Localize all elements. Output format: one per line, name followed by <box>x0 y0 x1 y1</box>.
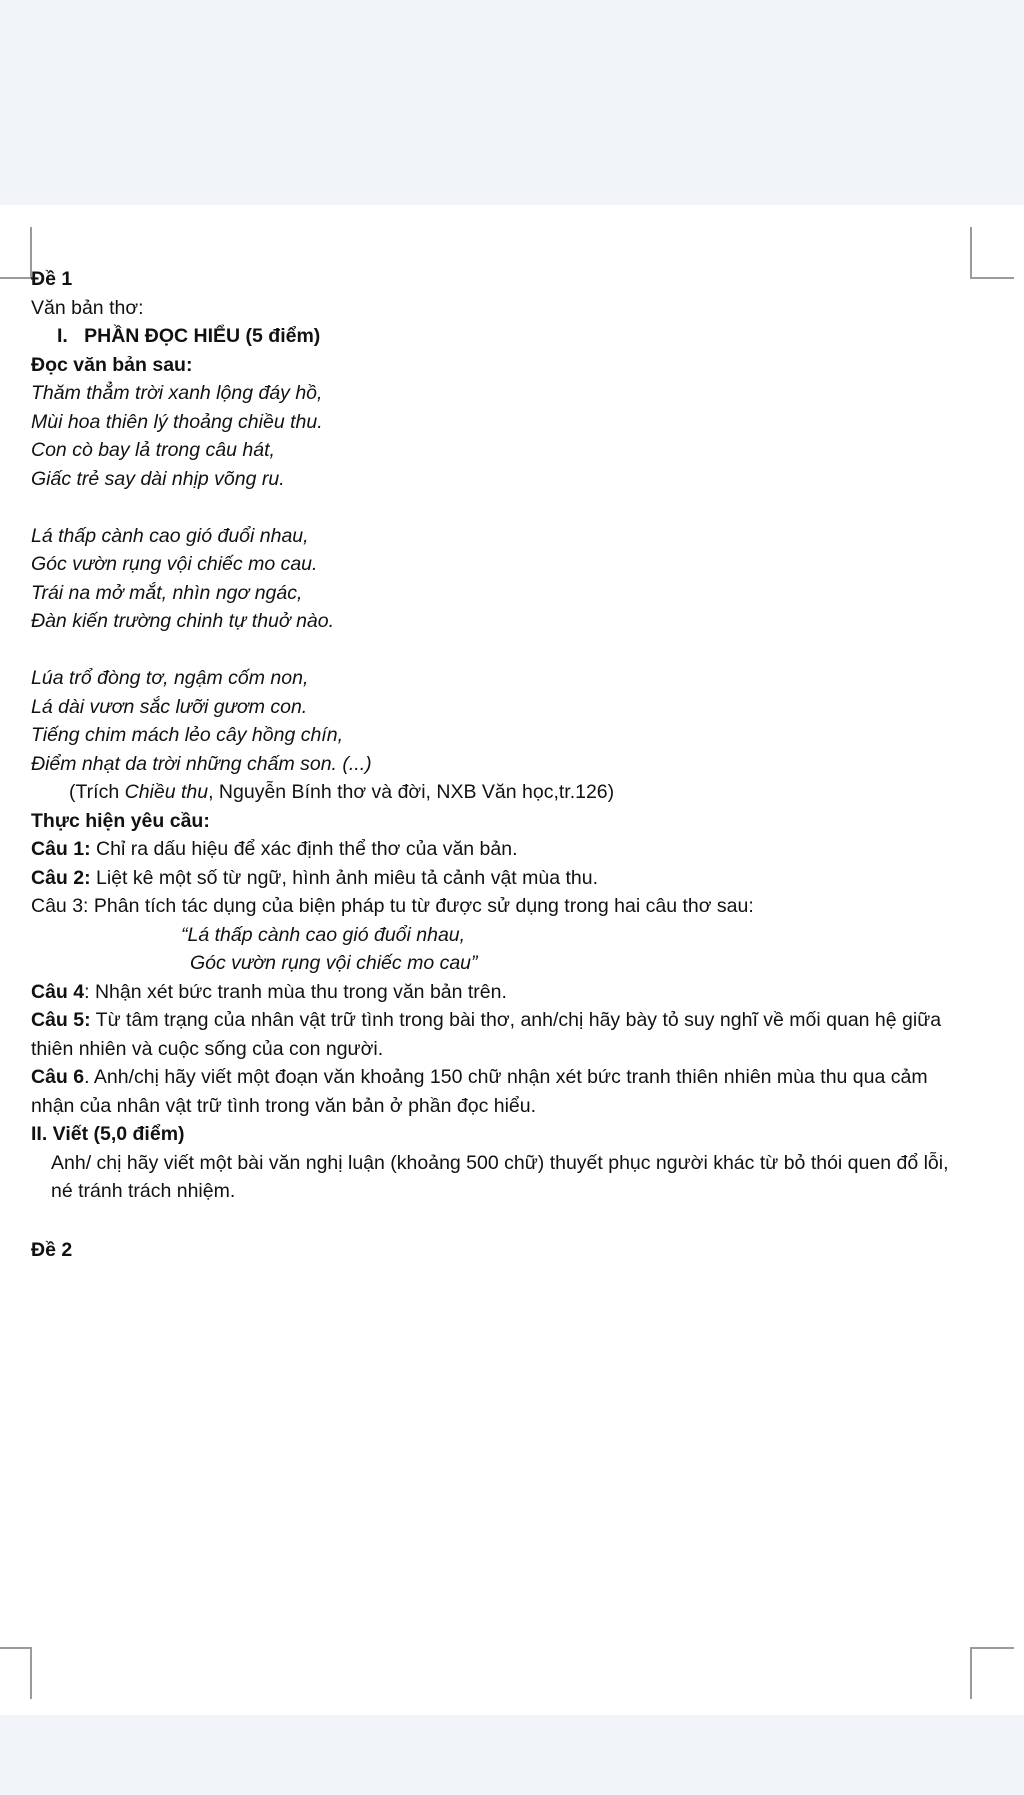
section-1-heading <box>31 322 951 351</box>
source-work: Chiều thu <box>124 781 209 803</box>
document-body <box>31 265 951 1264</box>
quote-line: Góc vườn rụng vội chiếc mo cau” <box>190 952 478 974</box>
question-label: Câu 6 <box>31 1066 85 1088</box>
poem-line: Điểm nhạt da trời những chấm son. (...) <box>31 752 372 775</box>
exam-heading-1: Đề 1 <box>31 268 73 290</box>
section-1-number: I. <box>57 325 68 347</box>
section-2-prompt: Anh/ chị hãy viết một bài văn nghị luận (khoảng 500 chữ) thuyết phục người khác từ bỏ thói quen đổ lỗi, né tránh trách nhiệm. <box>51 1151 949 1202</box>
poem-line: Giấc trẻ say dài nhịp võng ru. <box>31 467 285 490</box>
poem-line: Trái na mở mắt, nhìn ngơ ngác, <box>31 581 303 604</box>
source-prefix: (Trích <box>69 781 125 803</box>
crop-mark-top-left <box>0 227 32 279</box>
crop-mark-top-right <box>970 227 1014 279</box>
question-text: Chỉ ra dấu hiệu để xác định thể thơ của văn bản. <box>90 838 518 860</box>
question-label: Câu 2: <box>31 866 91 889</box>
question-3: Câu 3: Phân tích tác dụng của biện pháp tu từ được sử dụng trong hai câu thơ sau: <box>31 895 754 917</box>
question-label: Câu 5: <box>31 1009 91 1031</box>
question-label: Câu 4 <box>31 980 85 1003</box>
question-text: Liệt kê một số từ ngữ, hình ảnh miêu tả cảnh vật mùa thu. <box>90 866 598 889</box>
poem-line: Con cò bay lả trong câu hát, <box>31 439 275 461</box>
question-6 <box>31 1063 951 1120</box>
exam-heading-2: Đề 2 <box>31 1238 73 1261</box>
quote-line: “Lá thấp cành cao gió đuổi nhau, <box>181 923 466 946</box>
section-2-heading: II. Viết (5,0 điểm) <box>31 1123 185 1145</box>
read-prompt: Đọc văn bản sau: <box>31 353 193 376</box>
question-1 <box>31 835 951 864</box>
question-5 <box>31 1006 951 1063</box>
poem-line: Tiếng chim mách lẻo cây hồng chín, <box>31 724 343 746</box>
spacer <box>31 1206 951 1236</box>
question-2 <box>31 864 951 893</box>
poem-line: Góc vườn rụng vội chiếc mo cau. <box>31 553 318 575</box>
subheading: Văn bản thơ: <box>31 296 144 319</box>
question-label: Câu 1: <box>31 838 91 860</box>
poem-line: Lá thấp cành cao gió đuổi nhau, <box>31 524 309 547</box>
question-text: : Nhận xét bức tranh mùa thu trong văn bản trên. <box>84 980 507 1003</box>
question-text: Từ tâm trạng của nhân vật trữ tình trong bài thơ, anh/chị hãy bày tỏ suy nghĩ về mối quan hệ giữa thiên nhiên và cuộc sống của con người. <box>31 1009 942 1060</box>
poem-line: Đàn kiến trường chinh tự thuở nào. <box>31 610 335 632</box>
crop-mark-bottom-left <box>0 1647 32 1699</box>
poem-line: Mùi hoa thiên lý thoảng chiều thu. <box>31 410 323 433</box>
question-text: . Anh/chị hãy viết một đoạn văn khoảng 150 chữ nhận xét bức tranh thiên nhiên mùa thu qua cảm nhận của nhân vật trữ tình trong văn bản ở phần đọc hiểu. <box>31 1066 928 1117</box>
section-1-title: PHẦN ĐỌC HIỂU (5 điểm) <box>84 325 321 347</box>
source-citation <box>31 778 951 807</box>
poem-line: Thăm thẳm trời xanh lộng đáy hồ, <box>31 382 323 404</box>
crop-mark-bottom-right <box>970 1647 1014 1699</box>
tasks-heading: Thực hiện yêu cầu: <box>31 809 210 832</box>
question-4 <box>31 978 951 1007</box>
document-page <box>0 205 1024 1715</box>
poem-line: Lúa trổ đòng tơ, ngậm cốm non, <box>31 667 309 689</box>
stanza-gap <box>31 636 951 665</box>
stanza-gap <box>31 493 951 522</box>
poem-line: Lá dài vươn sắc lưỡi gươm con. <box>31 695 308 718</box>
source-suffix: , Nguyễn Bính thơ và đời, NXB Văn học,tr.126) <box>208 781 615 803</box>
